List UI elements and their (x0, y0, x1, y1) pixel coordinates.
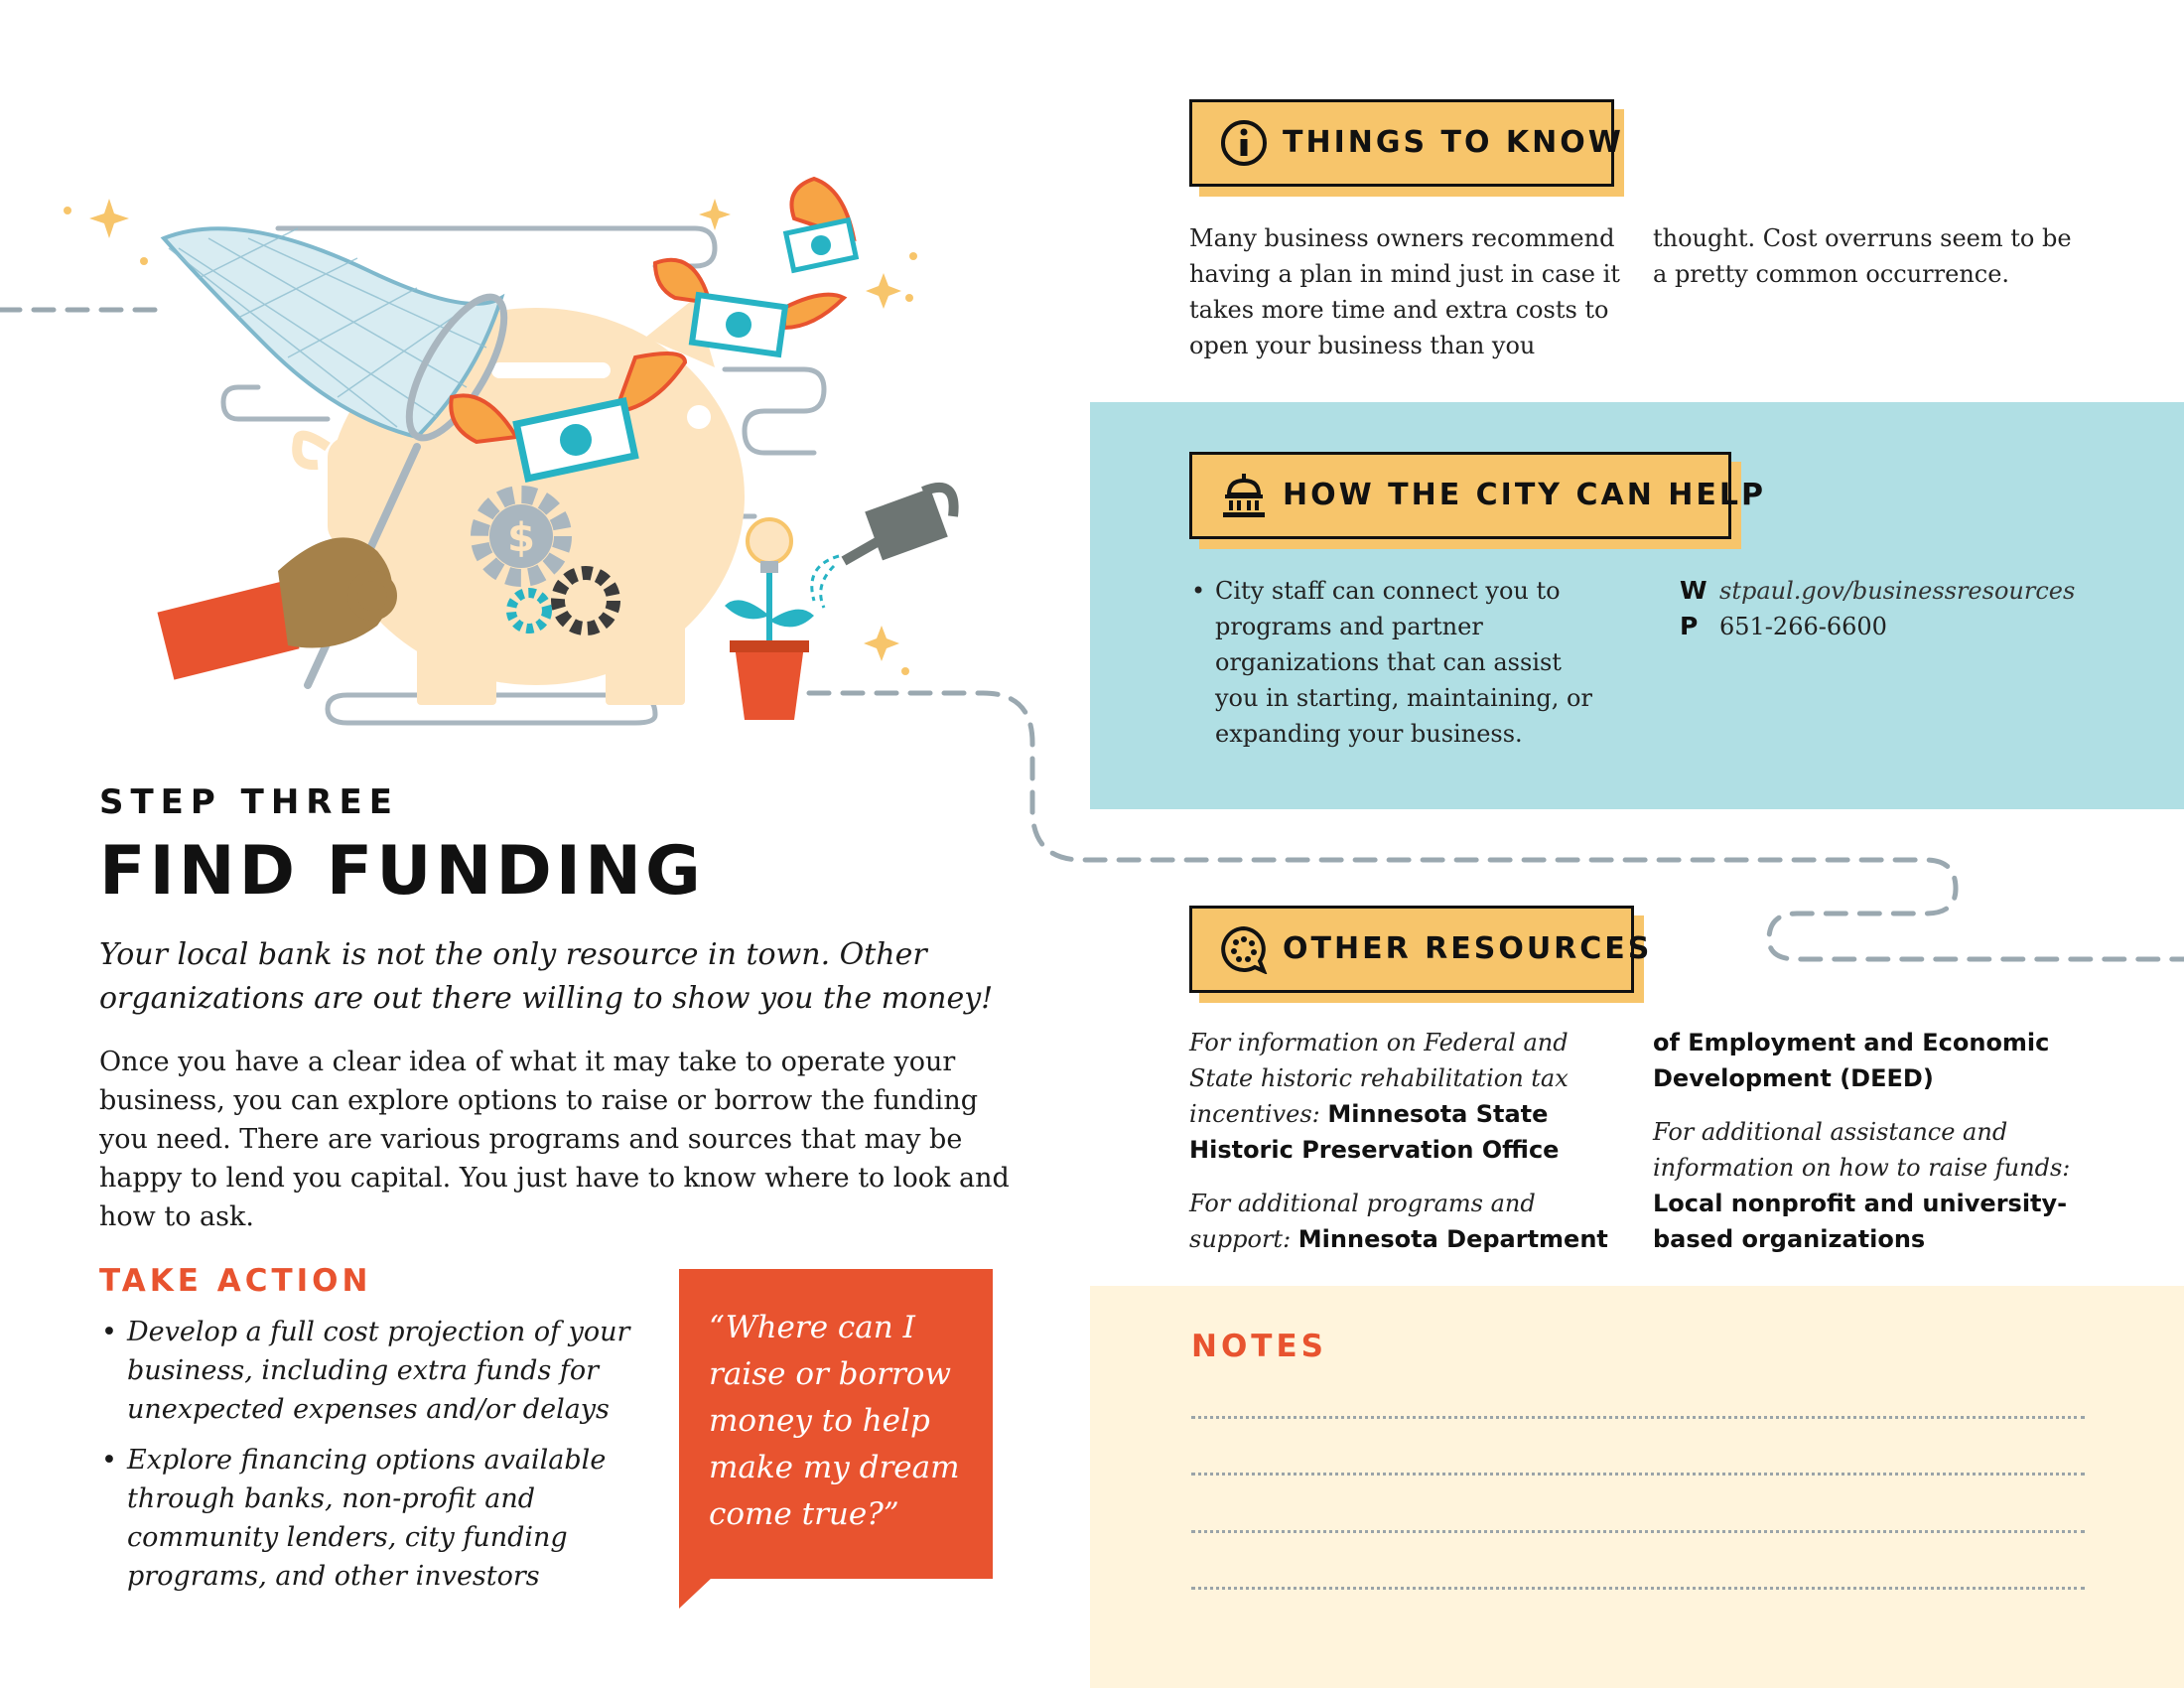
web-label: W (1680, 576, 1707, 605)
page-title: FIND FUNDING (99, 832, 705, 911)
note-line[interactable] (1191, 1587, 2085, 1590)
cloud-line (725, 369, 824, 453)
contact-web (1680, 573, 2176, 609)
resource-org: Local nonprofit and university-based organizations (1653, 1190, 2068, 1253)
city-help-title: HOW THE CITY CAN HELP (1283, 478, 1766, 512)
chat-dots-icon (1219, 924, 1269, 974)
speech-tail-icon (679, 1577, 719, 1611)
things-to-know-title: THINGS TO KNOW (1283, 125, 1624, 160)
flying-money-icon (786, 179, 857, 270)
body-paragraph: Once you have a clear idea of what it may take to operate your business, you can explore options to raise or borrow the funding you need. There are various programs and sources that may be happy to lend you capital. You just have to know where to look and how to ask. (99, 1047, 1010, 1232)
city-help-tag (1189, 452, 1766, 539)
contact-phone (1680, 609, 2176, 644)
resources-col1 (1189, 1025, 1616, 1275)
watering-can-icon (812, 488, 954, 608)
other-resources-tag (1189, 906, 1653, 993)
take-action-heading: TAKE ACTION (99, 1263, 372, 1299)
cloud-line (223, 387, 328, 419)
lightbulb-plant-icon (725, 519, 814, 720)
step-label: STEP THREE (99, 782, 399, 822)
resource-item: For information on Federal and State historic rehabilitation tax incentives: Minnesota State Historic Preservation Office (1189, 1029, 1569, 1164)
svg-text:$: $ (507, 515, 535, 561)
notes-heading: NOTES (1191, 1329, 1327, 1364)
note-line[interactable] (1191, 1416, 2085, 1419)
city-help-bullet: • City staff can connect you to programs and partner organizations that can assist you in starting, maintaining, or expanding your business. (1191, 573, 1612, 752)
gear-icon (479, 494, 563, 578)
resource-item: For additional programs and support: Minnesota Department (1189, 1190, 1608, 1253)
intro-text: Your local bank is not the only resource in town. Other organizations are out there willing to show you the money! (99, 937, 994, 1016)
other-resources-title: OTHER RESOURCES (1283, 931, 1653, 966)
resource-org: of Employment and Economic Development (DEED) (1653, 1029, 2050, 1092)
phone-label: P (1680, 612, 1699, 640)
list-item: • Develop a full cost projection of your business, including extra funds for unexpected expenses and/or delays (99, 1313, 655, 1429)
info-icon (1219, 118, 1269, 168)
resources-col2 (1653, 1025, 2090, 1275)
things-to-know-col1: Many business owners recommend having a plan in mind just in case it takes more time and extra costs to open your business than you (1189, 224, 1620, 359)
quote-callout (679, 1269, 993, 1579)
resource-item (1653, 1025, 2090, 1096)
quote-text: “Where can I raise or borrow money to help make my dream come true?” (709, 1310, 960, 1532)
action-list (99, 1313, 655, 1608)
resource-org: Minnesota State Historic Preservation Office (1189, 1100, 1560, 1164)
things-to-know-tag (1189, 99, 1624, 187)
resource-org: Minnesota Department (1297, 1225, 1608, 1253)
note-line[interactable] (1191, 1530, 2085, 1533)
things-to-know-col2: thought. Cost overruns seem to be a pretty common occurrence. (1653, 224, 2072, 288)
list-item: • Explore financing options available through banks, non-profit and community lenders, city funding programs, and other investors (99, 1441, 655, 1596)
resource-item: For additional assistance and information on how to raise funds: Local nonprofit and university-based organizations (1653, 1118, 2071, 1253)
capitol-icon (1219, 471, 1269, 520)
phone-number[interactable]: 651-266-6600 (1719, 613, 1887, 640)
funding-illustration (0, 0, 993, 755)
note-line[interactable] (1191, 1473, 2085, 1476)
website-link[interactable]: stpaul.gov/businessresources (1719, 577, 2076, 605)
hand-illustration (157, 537, 392, 679)
